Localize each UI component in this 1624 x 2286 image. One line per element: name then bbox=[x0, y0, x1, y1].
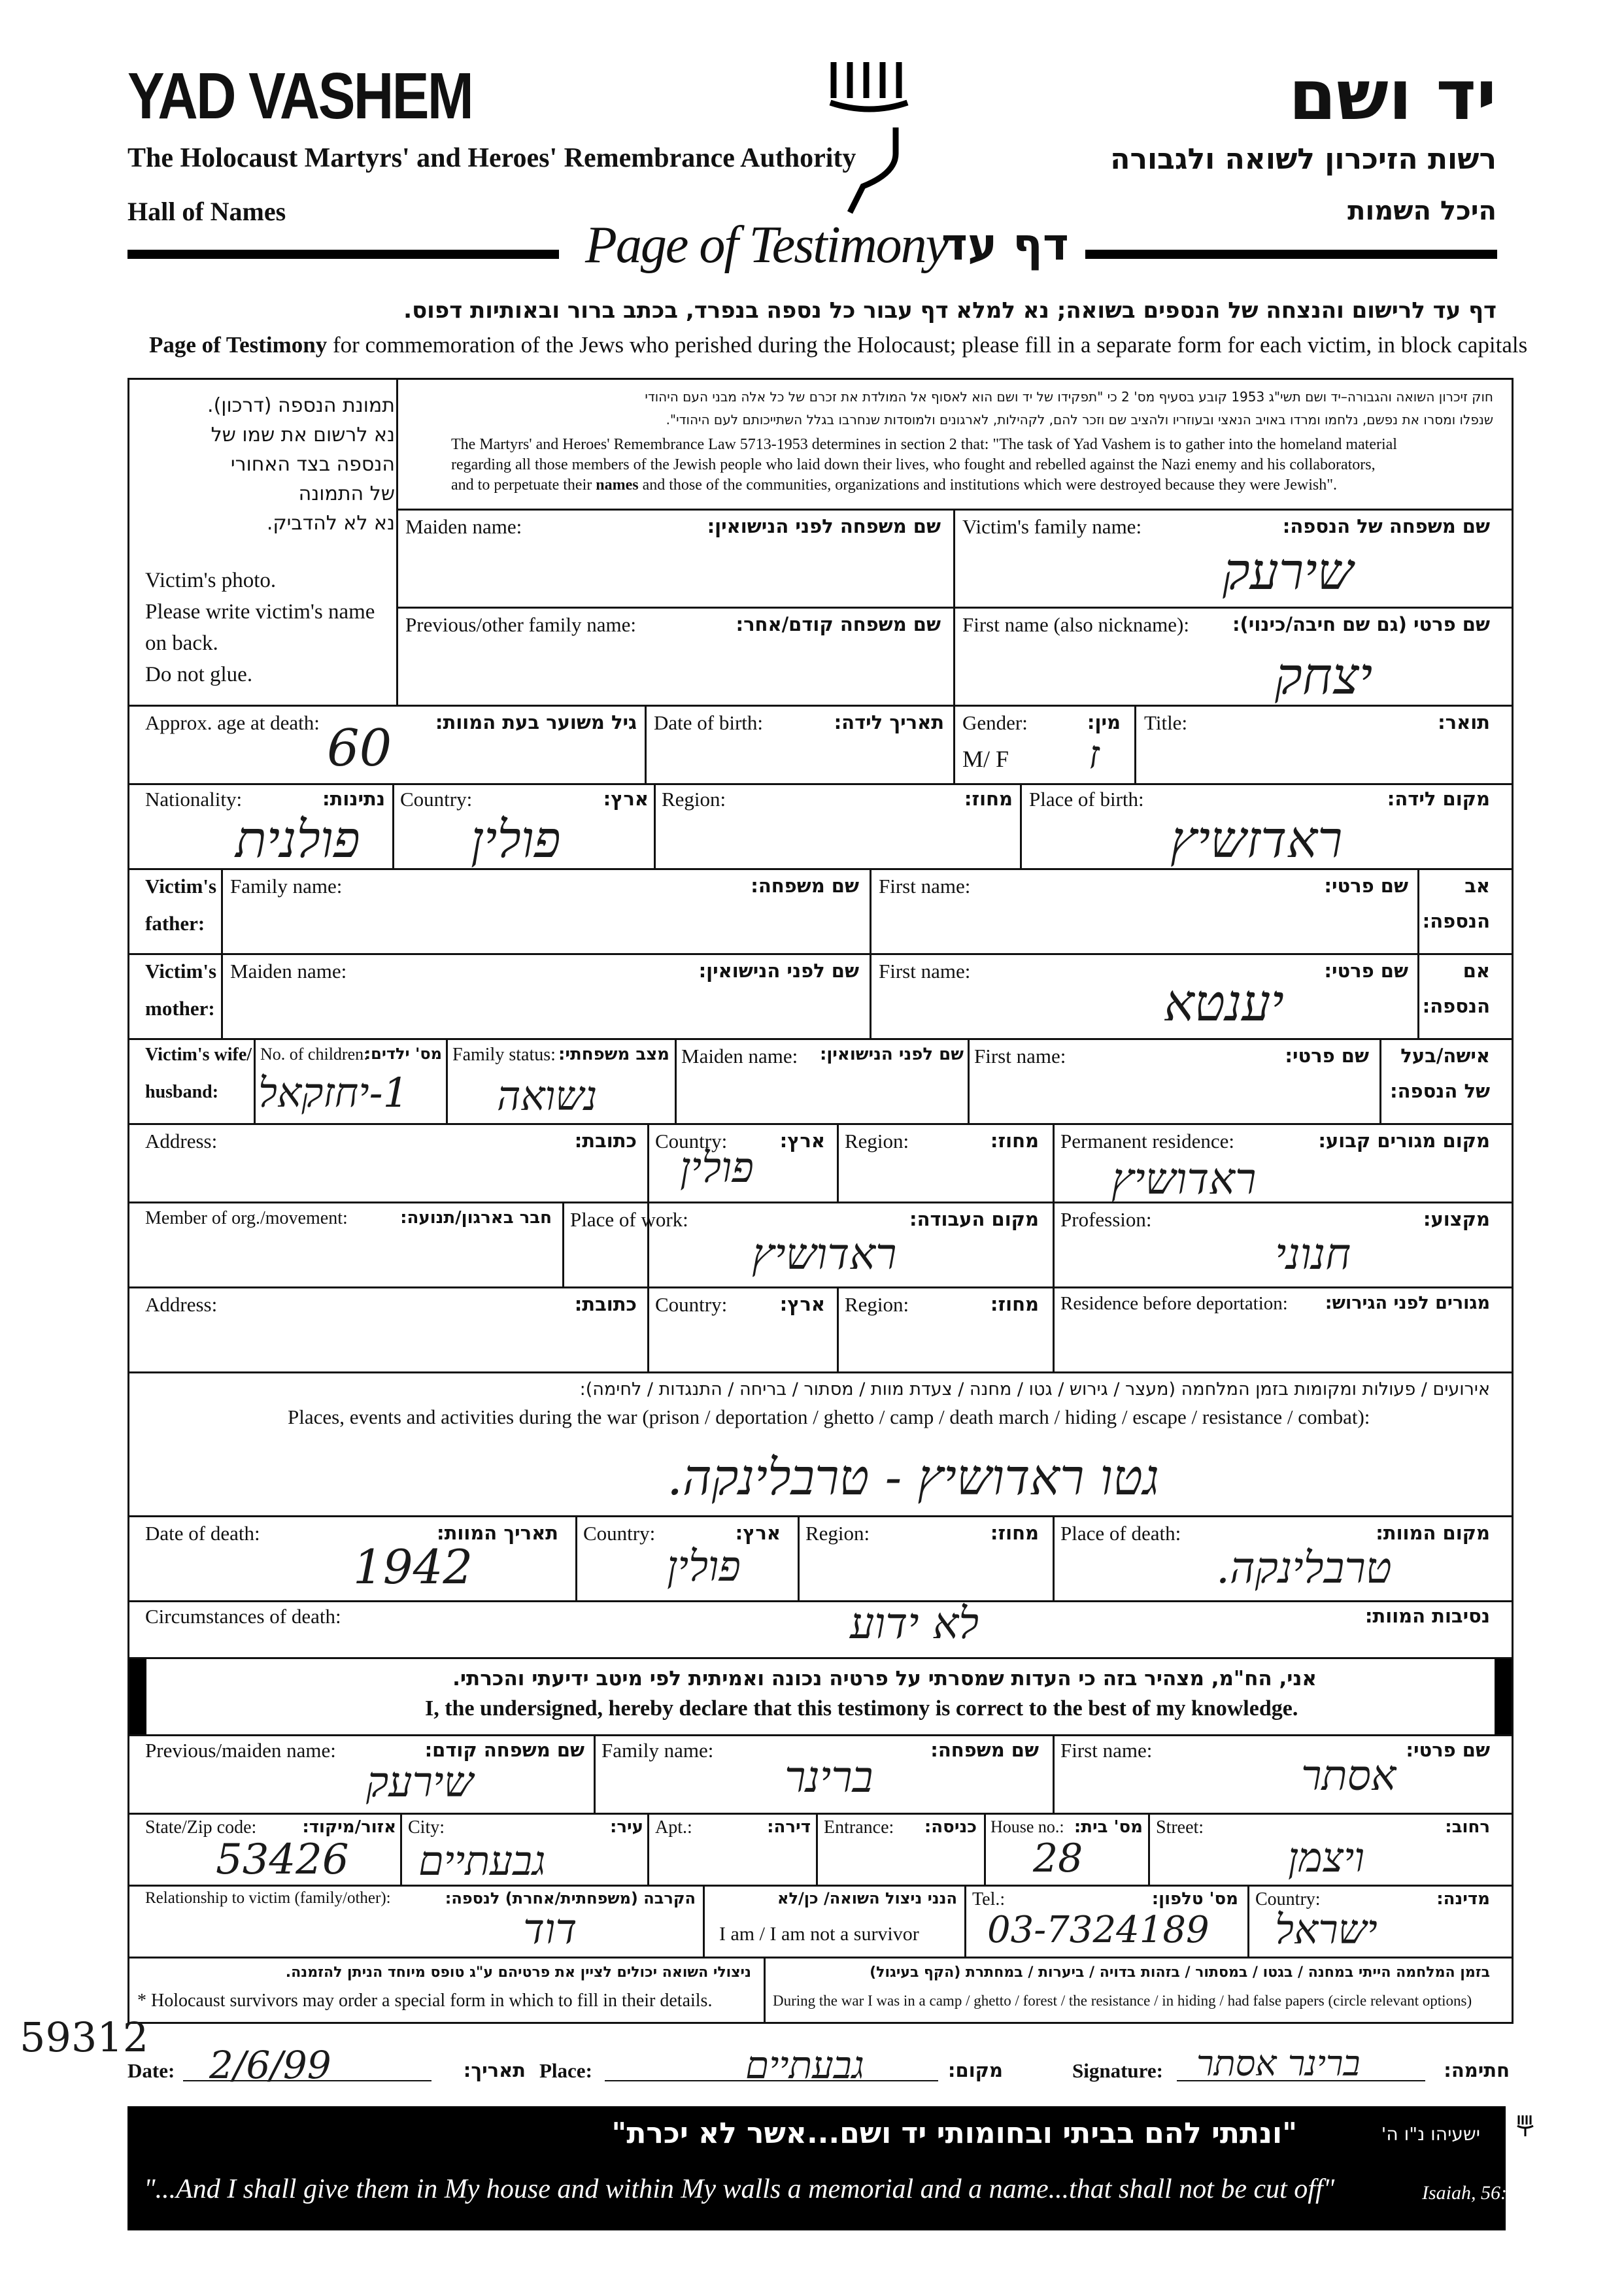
vdiv-age bbox=[645, 705, 647, 783]
pmaiden-label-he: שם משפחה קודם: bbox=[424, 1739, 584, 1761]
addr-region-label-he: מחוז: bbox=[990, 1130, 1039, 1152]
submitter-zip-value[interactable]: 53426 bbox=[216, 1836, 349, 1884]
addr-label-en: Address: bbox=[145, 1130, 218, 1152]
addr2-country-label-en: Country: bbox=[655, 1293, 728, 1316]
place-label-he: מקום: bbox=[947, 2059, 1003, 2081]
law-en-3c: and those of the communities, organizations and institutions which were destroyed because they were Jewish". bbox=[638, 477, 1338, 494]
wfirst-label-en: First name: bbox=[974, 1045, 1066, 1067]
perm-label-en: Permanent residence: bbox=[1060, 1130, 1234, 1152]
vdiv-org-1 bbox=[562, 1202, 564, 1286]
sfirst-label-he: שם פרטי: bbox=[1406, 1739, 1490, 1761]
addr-country-value[interactable]: פולין bbox=[680, 1144, 754, 1192]
circumstances-value[interactable]: לא ידוע bbox=[850, 1598, 979, 1649]
mother-maiden-label-en: Maiden name: bbox=[230, 960, 347, 983]
vmother-label-en-2: mother: bbox=[145, 997, 215, 1020]
pmaiden-label-en: Previous/maiden name: bbox=[145, 1739, 336, 1762]
during-war-en: During the war I was in a camp / ghetto / forest / the resistance / in hiding / had false papers (circle relevant options) bbox=[773, 1992, 1472, 2009]
submitter-city-value[interactable]: גבעתיים bbox=[418, 1837, 546, 1885]
wife-label-en-1: Victim's wife/ bbox=[145, 1045, 252, 1065]
photo-divider bbox=[396, 378, 398, 705]
age-label-he: גיל משוער בעת המוות: bbox=[435, 711, 637, 733]
rule-14 bbox=[127, 1657, 1514, 1659]
profession-value[interactable]: חנוני bbox=[1275, 1229, 1351, 1279]
nat-label-en: Nationality: bbox=[145, 788, 243, 811]
sign-place-value[interactable]: גבעתיים bbox=[745, 2043, 864, 2087]
addr2-label-en: Address: bbox=[145, 1293, 218, 1316]
street-label-he: רחוב: bbox=[1445, 1817, 1490, 1837]
family-name-label-en: Victim's family name: bbox=[962, 515, 1142, 538]
photo-he-3: הנספה בצד האחורי bbox=[230, 453, 395, 476]
nat-label-he: נתינות: bbox=[322, 788, 385, 810]
addr-label-he: כתובת: bbox=[574, 1130, 637, 1152]
vdiv-death-2 bbox=[798, 1515, 800, 1600]
addr-country-label-en: Country: bbox=[655, 1130, 728, 1152]
survivor-label-en[interactable]: I am / I am not a survivor bbox=[719, 1923, 919, 1945]
prof-label-en: Profession: bbox=[1060, 1208, 1152, 1231]
vdiv-sn-1 bbox=[764, 1957, 766, 2024]
addr2-region-label-en: Region: bbox=[845, 1293, 909, 1316]
gender-label-he: מין: bbox=[1087, 711, 1121, 733]
rule-13 bbox=[127, 1600, 1514, 1602]
entr-label-en: Entrance: bbox=[824, 1817, 894, 1838]
photo-en-4: Do not glue. bbox=[145, 663, 253, 686]
vdiv-sa-5 bbox=[1148, 1813, 1150, 1885]
vdiv-ad-3 bbox=[1053, 1123, 1055, 1371]
hall-of-names-en: Hall of Names bbox=[127, 197, 286, 226]
rule-2 bbox=[396, 607, 1514, 609]
instructions-en-bold: Page of Testimony bbox=[149, 332, 328, 358]
vdiv-sp-1 bbox=[254, 1038, 256, 1123]
resdep-label-he: מגורים לפני הגירוש: bbox=[1325, 1293, 1490, 1313]
work-label-en: Place of work: bbox=[570, 1208, 688, 1231]
pob-label-he: מקום לידה: bbox=[1387, 788, 1490, 810]
dod-label-en: Date of death: bbox=[145, 1522, 260, 1545]
place-of-work-value[interactable]: ראדושיץ bbox=[752, 1229, 897, 1279]
wife-label-en-2: husband: bbox=[145, 1082, 219, 1102]
declaration-he: אני, הח"מ, מצהיר בזה כי העדות שמסרתי על פרטיה נכונה ואמיתית לפי מיטב ידיעתי והכרתי. bbox=[452, 1667, 1317, 1690]
title-label-en: Title: bbox=[1144, 711, 1188, 734]
rule-12 bbox=[127, 1515, 1514, 1517]
addr-country-label-he: ארץ: bbox=[779, 1130, 825, 1152]
law-en-3 bbox=[451, 477, 1337, 494]
vdiv-dob bbox=[953, 705, 955, 783]
work-label-he: מקום העבודה: bbox=[909, 1208, 1039, 1230]
rule-9 bbox=[127, 1202, 1514, 1203]
wife-he-2: של הנספה: bbox=[1389, 1080, 1490, 1102]
instructions-en-text: for commemoration of the Jews who perished during the Holocaust; please fill in a separate form for each victim, in block capitals bbox=[327, 332, 1528, 358]
events-value[interactable]: גטו ראדושיץ - טרבלינקה. bbox=[667, 1448, 1159, 1506]
place-label-en: Place: bbox=[539, 2059, 592, 2082]
photo-en-3: on back. bbox=[145, 631, 218, 655]
maiden-name-label-he: שם משפחה לפני הנישואין: bbox=[707, 515, 941, 537]
photo-he-5: נא לא להדביק. bbox=[266, 512, 395, 535]
rule-16 bbox=[127, 1813, 1514, 1815]
permanent-residence-value[interactable]: ראדושיץ bbox=[1111, 1154, 1257, 1204]
rule-7 bbox=[127, 1038, 1514, 1040]
law-en-1: The Martyrs' and Heroes' Remembrance Law 5713-1953 determines in section 2 that: "The task of Yad Vashem is to gather into the homeland material bbox=[451, 436, 1397, 453]
org-subtitle-en: The Holocaust Martyrs' and Heroes' Remembrance Authority bbox=[127, 143, 856, 173]
footer-quote-en: "...And I shall give them in My house and within My walls a memorial and a name...that shall not be cut off" bbox=[144, 2174, 1335, 2204]
circ-label-he: נסיבות המוות: bbox=[1364, 1605, 1490, 1627]
wmaiden-label-he: שם לפני הנישואין: bbox=[819, 1045, 964, 1064]
mother-maiden-label-he: שם לפני הנישואין: bbox=[698, 960, 859, 982]
family-status-value[interactable]: נשואה bbox=[497, 1072, 598, 1120]
vdiv-sub-2 bbox=[1053, 1734, 1055, 1813]
law-en-3b: names bbox=[596, 477, 639, 494]
vfather-label-en-1: Victim's bbox=[145, 875, 217, 898]
street-label-en: Street: bbox=[1156, 1817, 1204, 1838]
declaration-en: I, the undersigned, hereby declare that this testimony is correct to the best of my knowledge. bbox=[425, 1696, 1298, 1721]
org-name-he: יד ושם bbox=[1289, 56, 1497, 135]
rule-10 bbox=[127, 1286, 1514, 1288]
mother-he-1: אם bbox=[1463, 960, 1490, 982]
country-value[interactable]: פולין bbox=[471, 811, 561, 869]
death-region-label-he: מחוז: bbox=[990, 1522, 1039, 1544]
vdiv-sr-3 bbox=[1247, 1885, 1249, 1957]
vdiv-ad-1 bbox=[647, 1123, 649, 1371]
survivor-label-he: הנני ניצול השואה/ כן/לא bbox=[777, 1889, 957, 1908]
place-of-birth-value[interactable]: ראדזשיץ bbox=[1170, 811, 1343, 869]
addr2-label-he: כתובת: bbox=[574, 1293, 637, 1315]
prev-name-label-en: Previous/other family name: bbox=[405, 613, 636, 636]
dob-label-en: Date of birth: bbox=[654, 711, 764, 734]
first-name-label-he: שם פרטי (גם שם חיבה/כינוי): bbox=[1232, 613, 1490, 635]
city-label-en: City: bbox=[408, 1817, 445, 1838]
pod-label-he: מקום המוות: bbox=[1376, 1522, 1490, 1544]
instructions-he: דף עד לרישום והנצחה של הנספים בשואה; נא למלא דף עבור כל נספה בנפרד, בכתב ברור ובאותיות דפוס. bbox=[403, 297, 1497, 324]
father-he-1: אב bbox=[1464, 875, 1490, 897]
decl-right-bar bbox=[1495, 1659, 1512, 1734]
zip-label-en: State/Zip code: bbox=[145, 1817, 257, 1838]
submitter-country-value[interactable]: ישראל bbox=[1275, 1906, 1378, 1953]
gender-options[interactable]: M/ F bbox=[962, 746, 1009, 772]
rule-18 bbox=[127, 1957, 1514, 1958]
sfamily-label-he: שם משפחה: bbox=[930, 1739, 1039, 1761]
photo-he-2: נא לרשום את שמו של bbox=[211, 424, 395, 446]
vdiv-sp-3 bbox=[675, 1038, 677, 1123]
gender-value[interactable]: ז bbox=[1089, 732, 1100, 778]
mother-first-label-en: First name: bbox=[879, 960, 971, 983]
photo-en-2: Please write victim's name bbox=[145, 600, 375, 624]
first-name-label-en: First name (also nickname): bbox=[962, 613, 1189, 636]
addr2-country-label-he: ארץ: bbox=[779, 1293, 825, 1315]
father-he-2: הנספה: bbox=[1422, 910, 1490, 932]
entr-label-he: כניסה: bbox=[924, 1817, 977, 1837]
tel-label-en: Tel.: bbox=[972, 1889, 1006, 1909]
family-name-label-he: שם משפחה של הנספה: bbox=[1282, 515, 1490, 537]
maiden-name-label-en: Maiden name: bbox=[405, 515, 522, 538]
submitter-family-value[interactable]: ברינר bbox=[785, 1752, 873, 1802]
decl-left-bar bbox=[129, 1659, 146, 1734]
house-label-en: House no.: bbox=[990, 1817, 1064, 1836]
events-label-he: אירועים / פעולות ומקומות בזמן המלחמה (מעצר / גירוש / גטו / מחנה / צעדת מוות / מסתור / בריחה / התנגדות / לחימה): bbox=[579, 1379, 1490, 1400]
sign-date-value[interactable]: 2/6/99 bbox=[209, 2043, 331, 2087]
first-name-value[interactable]: יצחק bbox=[1275, 647, 1373, 706]
country-label-en: Country: bbox=[400, 788, 473, 811]
submitter-house-value[interactable]: 28 bbox=[1033, 1836, 1083, 1881]
country-label-he: ארץ: bbox=[603, 788, 649, 810]
family-name-value[interactable]: שירעק bbox=[1223, 543, 1353, 601]
footer-ref-he: ישעיהו נ"ו ה' bbox=[1381, 2123, 1480, 2145]
vdiv-gender bbox=[1134, 705, 1136, 783]
zip-label-he: אזור/מיקוד: bbox=[302, 1817, 396, 1837]
vfather-label-en-2: father: bbox=[145, 912, 205, 935]
signature-label-he: חתימה: bbox=[1444, 2059, 1510, 2081]
photo-en-1: Victim's photo. bbox=[145, 569, 277, 592]
house-label-he: מס' בית: bbox=[1074, 1817, 1143, 1837]
gender-label-en: Gender: bbox=[962, 711, 1028, 734]
wfirst-label-he: שם פרטי: bbox=[1285, 1045, 1369, 1067]
scountry-label-he: מדינה: bbox=[1436, 1889, 1490, 1909]
place-of-death-value[interactable]: טרבלינקה. bbox=[1216, 1543, 1392, 1593]
children-label-en: No. of children: bbox=[260, 1045, 369, 1064]
events-label-en: Places, events and activities during the war (prison / deportation / ghetto / camp / death march / hiding / escape / resistance / combat): bbox=[288, 1405, 1370, 1428]
vdiv-sr-1 bbox=[703, 1885, 705, 1957]
vmother-label-en-1: Victim's bbox=[145, 960, 217, 983]
vdiv-sa-4 bbox=[984, 1813, 986, 1885]
page-title-he: דף עד bbox=[941, 219, 1069, 271]
wife-he-1: אישה/בעל bbox=[1400, 1045, 1490, 1067]
vdiv-country bbox=[654, 783, 656, 868]
rule-6 bbox=[127, 953, 1514, 955]
death-country-value[interactable]: פולין bbox=[667, 1543, 741, 1591]
date-of-death-value[interactable]: 1942 bbox=[353, 1539, 473, 1594]
dob-label-he: תאריך לידה: bbox=[834, 711, 944, 733]
addr-region-label-en: Region: bbox=[845, 1130, 909, 1152]
vdiv-region bbox=[1020, 783, 1022, 868]
submitter-first-value[interactable]: אסתר bbox=[1301, 1752, 1396, 1800]
rel-label-he: הקרבה (משפחתית/אחרת) לנספה: bbox=[445, 1889, 696, 1908]
father-family-label-he: שם משפחה: bbox=[751, 875, 859, 897]
org-label-en: Member of org./movement: bbox=[145, 1208, 348, 1228]
tel-label-he: מס' טלפון: bbox=[1151, 1889, 1238, 1909]
signature-label-en: Signature: bbox=[1072, 2059, 1163, 2082]
signature-value[interactable]: ברינר אסתר bbox=[1196, 2043, 1361, 2084]
title-rule-right bbox=[1085, 250, 1497, 259]
fstatus-label-he: מצב משפחתי: bbox=[558, 1045, 669, 1064]
menorah-mark-icon bbox=[1515, 2113, 1535, 2139]
age-value[interactable]: 60 bbox=[327, 719, 392, 778]
apt-label-en: Apt.: bbox=[655, 1817, 692, 1838]
vdiv-sa-3 bbox=[816, 1813, 818, 1885]
father-first-label-he: שם פרטי: bbox=[1324, 875, 1408, 897]
rule-17 bbox=[127, 1885, 1514, 1887]
date-label-he: תאריך: bbox=[463, 2059, 526, 2081]
title-label-he: תואר: bbox=[1438, 711, 1490, 733]
vdiv-nat bbox=[392, 783, 394, 868]
hall-of-names-he: היכל השמות bbox=[1347, 196, 1497, 226]
perm-label-he: מקום מגורים קבוע: bbox=[1318, 1130, 1490, 1152]
submitter-prev-name-value[interactable]: שירעק bbox=[366, 1758, 473, 1807]
footer-quote-he: "ונתתי להם בביתי ובחומותי יד ושם...אשר לא יכרת" bbox=[611, 2117, 1297, 2150]
instructions-en bbox=[149, 332, 1527, 358]
org-name-en: YAD VASHEM bbox=[127, 59, 473, 133]
prev-name-label-he: שם משפחה קודם/אחר: bbox=[736, 613, 941, 635]
children-value[interactable]: 1-יחזקאל bbox=[258, 1069, 409, 1117]
apt-label-he: דירה: bbox=[767, 1817, 811, 1837]
special-form-en: * Holocaust survivors may order a special form in which to fill in their details. bbox=[137, 1991, 713, 2011]
during-war-he: בזמן המלחמה הייתי במחנה / בגטו / במסתור / בזהות בדויה / ביערות / במחתרת (הקף בעיגול) bbox=[870, 1964, 1490, 1981]
addr2-region-label-he: מחוז: bbox=[990, 1293, 1039, 1315]
org-label-he: חבר בארגון/תנועה: bbox=[400, 1208, 552, 1228]
vdiv-death-1 bbox=[575, 1515, 577, 1600]
rule-15 bbox=[127, 1734, 1514, 1736]
mother-he-2: הנספה: bbox=[1422, 995, 1490, 1017]
region-label-he: מחוז: bbox=[964, 788, 1013, 810]
prof-label-he: מקצוע: bbox=[1423, 1208, 1490, 1230]
submitter-street-value[interactable]: ויצמן bbox=[1288, 1834, 1365, 1881]
yad-vashem-logo bbox=[824, 56, 915, 219]
death-region-label-en: Region: bbox=[805, 1522, 870, 1545]
special-form-he: ניצולי השואה יכולים לציין את פרטיהם ע"ג טופס מיוחד הניתן להזמנה. bbox=[285, 1964, 751, 1981]
page-title-en: Page of Testimony bbox=[585, 216, 948, 274]
father-family-label-en: Family name: bbox=[230, 875, 343, 898]
vdiv-death-3 bbox=[1053, 1515, 1055, 1600]
vdiv-ad2-1 bbox=[837, 1286, 839, 1371]
children-label-he: מס' ילדים: bbox=[364, 1045, 442, 1063]
region-label-en: Region: bbox=[662, 788, 726, 811]
vdiv-sr-2 bbox=[964, 1885, 966, 1957]
circ-label-en: Circumstances of death: bbox=[145, 1605, 341, 1628]
death-country-label-en: Country: bbox=[583, 1522, 656, 1545]
photo-he-1: תמונת הנספה (דרכון). bbox=[207, 394, 395, 417]
rel-label-en: Relationship to victim (family/other): bbox=[145, 1889, 391, 1907]
org-subtitle-he: רשות הזיכרון לשואה ולגבורה bbox=[1110, 143, 1497, 176]
title-rule-left bbox=[127, 250, 559, 259]
scountry-label-en: Country: bbox=[1255, 1889, 1321, 1909]
city-label-he: עיר: bbox=[609, 1817, 643, 1837]
mother-first-value[interactable]: יענטא bbox=[1164, 974, 1284, 1033]
wmaiden-label-en: Maiden name: bbox=[681, 1045, 798, 1067]
vdiv-sa-2 bbox=[647, 1813, 649, 1885]
rule-11 bbox=[127, 1371, 1514, 1373]
sfamily-label-en: Family name: bbox=[601, 1739, 714, 1762]
vdiv-sub-1 bbox=[594, 1734, 596, 1813]
date-label-en: Date: bbox=[127, 2059, 175, 2082]
law-en-2: regarding all those members of the Jewish people who laid down their lives, who fought and rebelled against the Nazi enemy and his collaborators, bbox=[451, 456, 1376, 473]
vdiv-sp-4 bbox=[968, 1038, 970, 1123]
resdep-label-en: Residence before deportation: bbox=[1060, 1293, 1288, 1314]
vdiv-sa-1 bbox=[400, 1813, 402, 1885]
pob-label-en: Place of birth: bbox=[1029, 788, 1144, 811]
dod-label-he: תאריך המוות: bbox=[437, 1522, 558, 1544]
rule-8 bbox=[127, 1123, 1514, 1125]
mother-first-label-he: שם פרטי: bbox=[1324, 960, 1408, 982]
submitter-relation-value[interactable]: דוד bbox=[523, 1906, 577, 1954]
death-country-label-he: ארץ: bbox=[735, 1522, 781, 1544]
law-he-1: חוק זיכרון השואה והגבורה–יד ושם תשי"ג 1953 קובע בסעיף מס' 2 כי "תפקידו של יד ושם הוא לאסוף אל המולדת את זכרם של כל אלה מבני העם היהודי bbox=[645, 389, 1493, 405]
photo-he-4: של התמונה bbox=[298, 482, 395, 505]
vdiv-sp-5 bbox=[1379, 1038, 1381, 1123]
law-he-2: שנפלו ומסרו את נפשם, נלחמו ומרדו באויב הנאצי ובעוזריו ולהציב שם וזכר להם, לקהילות, לארגונים ולמוסדות שנחרבו בגלל השתייכותם לעם היהודי". bbox=[666, 412, 1493, 428]
sfirst-label-en: First name: bbox=[1060, 1739, 1153, 1762]
father-first-label-en: First name: bbox=[879, 875, 971, 898]
pod-label-en: Place of death: bbox=[1060, 1522, 1181, 1545]
law-en-3a: and to perpetuate their bbox=[451, 477, 596, 494]
nationality-value[interactable]: פולנית bbox=[235, 811, 360, 869]
margin-number: 59312 bbox=[20, 2013, 149, 2061]
rule-4 bbox=[127, 783, 1514, 785]
footer-ref-en: Isaiah, 56:5 bbox=[1422, 2182, 1517, 2204]
submitter-tel-value[interactable]: 03-7324189 bbox=[987, 1909, 1210, 1951]
fstatus-label-en: Family status: bbox=[452, 1045, 556, 1065]
vdiv-ad-2 bbox=[837, 1123, 839, 1202]
age-label-en: Approx. age at death: bbox=[145, 711, 320, 734]
vdiv-sp-2 bbox=[446, 1038, 448, 1123]
